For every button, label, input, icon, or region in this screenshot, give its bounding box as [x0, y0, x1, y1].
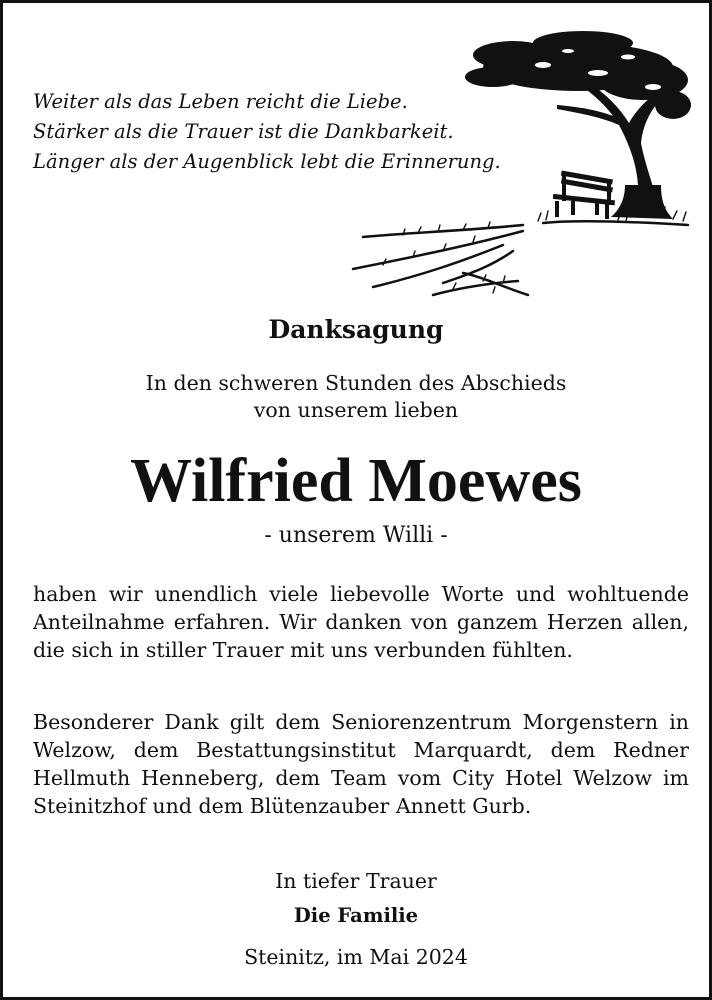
intro-line-1: In den schweren Stunden des Abschieds	[145, 371, 567, 395]
deceased-name: Wilfried Moewes	[130, 447, 582, 515]
heading-danksagung: Danksagung	[268, 315, 444, 344]
quote-line-1: Weiter als das Leben reicht die Liebe.	[33, 90, 408, 113]
quote-line-3: Länger als der Augenblick lebt die Erinnerung.	[33, 150, 501, 173]
intro-text	[3, 370, 709, 424]
tree-with-bench-icon	[343, 25, 693, 305]
body-paragraph-2: Besonderer Dank gilt dem Seniorenzentrum Morgenstern in Welzow, dem Bestattungsinstitut Marquardt, dem Redner Hellmuth Henneberg, dem Team vom City Hotel Welzow im Steinitzhof und dem Blütenzauber Annett Gurb.	[33, 710, 689, 818]
intro-line-2: von unserem lieben	[253, 398, 459, 422]
deceased-nickname: - unserem Willi -	[264, 523, 448, 548]
family-signature: Die Familie	[293, 904, 419, 927]
mourning-line: In tiefer Trauer	[275, 869, 437, 893]
quote-line-2: Stärker als die Trauer ist die Dankbarkeit.	[33, 120, 454, 143]
place-date: Steinitz, im Mai 2024	[244, 945, 468, 969]
body-paragraph-1: haben wir unendlich viele liebevolle Worte und wohltuende Anteilnahme erfahren. Wir danken von ganzem Herzen allen, die sich in stiller Trauer mit uns verbunden fühlten.	[33, 582, 689, 662]
